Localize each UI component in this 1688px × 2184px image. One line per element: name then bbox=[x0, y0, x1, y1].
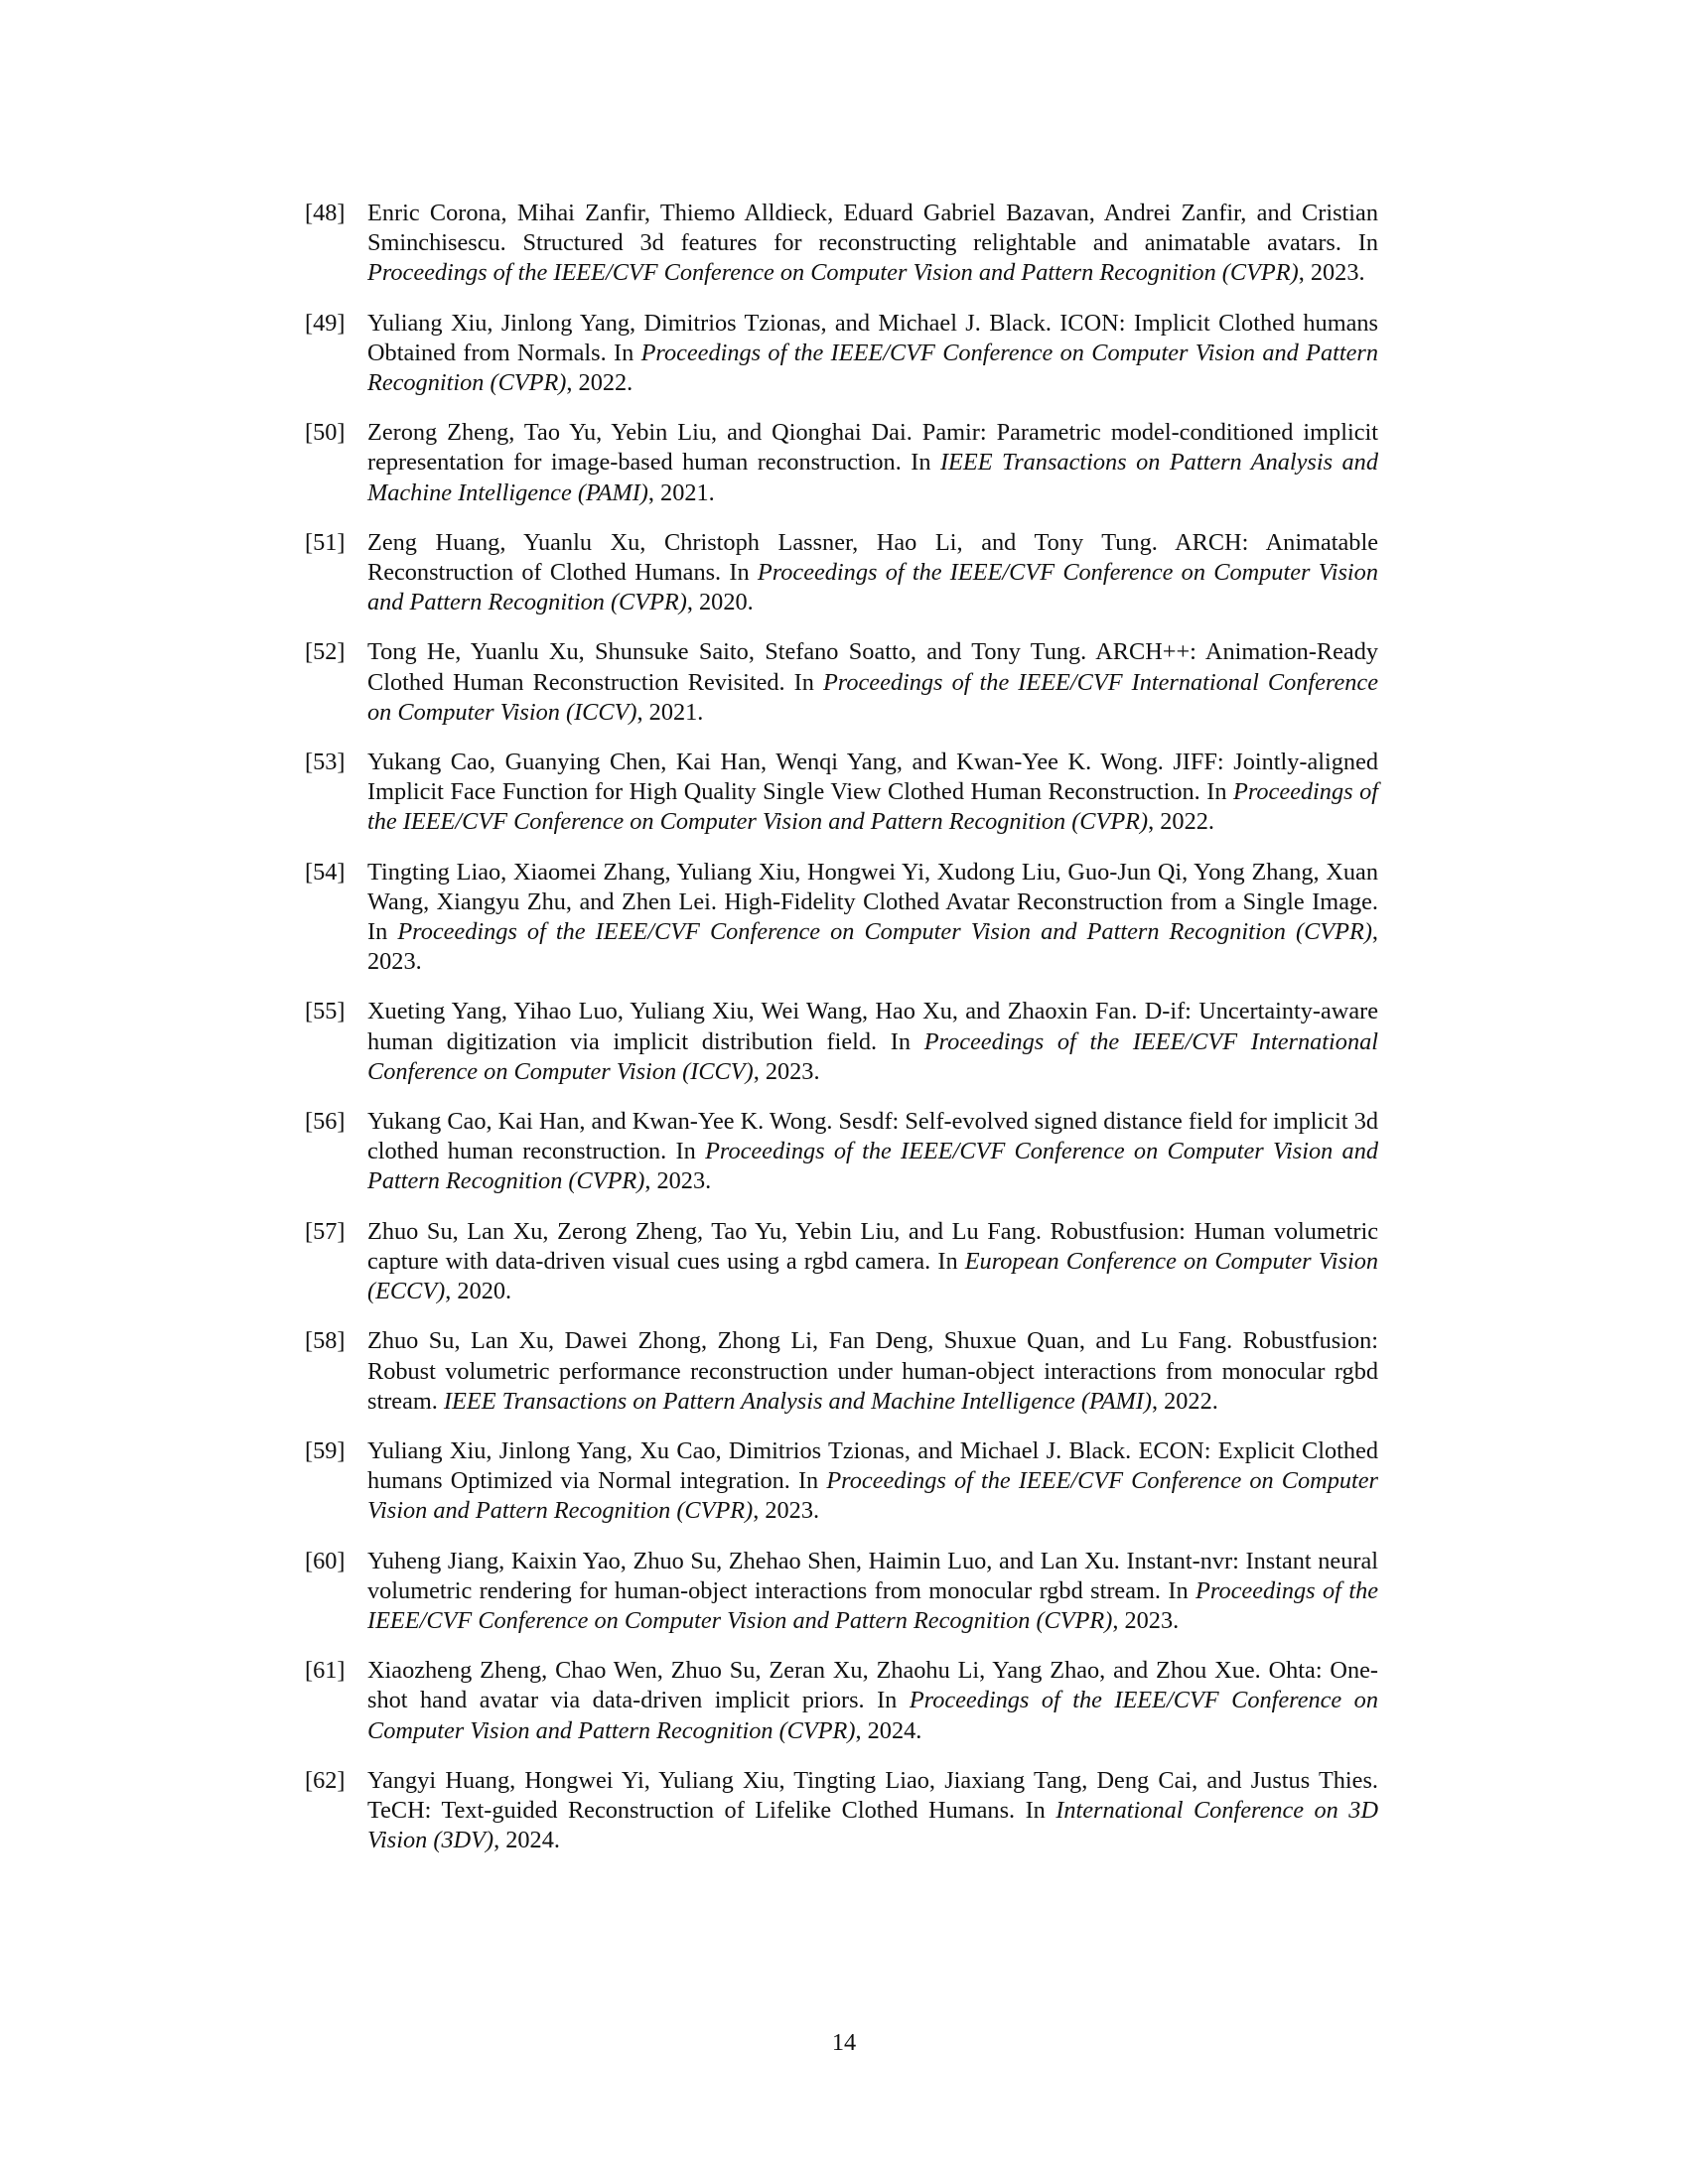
reference-venue: Proceedings of the IEEE/CVF Conference on Computer Vision and Pattern Recognition (CVPR) bbox=[367, 259, 1299, 287]
reference-year: , 2024. bbox=[855, 1716, 922, 1744]
reference-number: [56] bbox=[305, 1108, 346, 1136]
reference-year: , 2023. bbox=[1112, 1606, 1180, 1634]
page-number: 14 bbox=[831, 2029, 857, 2056]
reference-number: [57] bbox=[305, 1217, 346, 1245]
reference-text: Tingting Liao, Xiaomei Zhang, Yuliang Xiu, Hongwei Yi, Xudong Liu, Guo-Jun Qi, Yong Zhang, Xuan Wang, Xiangyu Zhu, and Zhen Lei. High-Fidelity Clothed Avatar Reconstruction from a Single Image. In bbox=[367, 858, 1378, 946]
reference-venue: Proceedings of the IEEE/CVF Conference on Computer Vision and Pattern Recognition (CVPR) bbox=[367, 1576, 1378, 1634]
reference-number: [62] bbox=[305, 1766, 346, 1794]
reference-number: [61] bbox=[305, 1657, 346, 1685]
reference-entry bbox=[305, 199, 1378, 289]
reference-year: , 2020. bbox=[445, 1278, 512, 1305]
reference-venue: International Conference on 3D Vision (3DV) bbox=[367, 1796, 1378, 1854]
reference-venue: European Conference on Computer Vision (ECCV) bbox=[367, 1247, 1378, 1305]
reference-text: Yukang Cao, Kai Han, and Kwan-Yee K. Wong. Sesdf: Self-evolved signed distance field for implicit 3d clothed human reconstruction. In bbox=[367, 1108, 1378, 1165]
reference-year: , 2023. bbox=[644, 1167, 712, 1195]
reference-entry bbox=[305, 1326, 1378, 1417]
reference-number: [55] bbox=[305, 998, 346, 1025]
reference-text: Tong He, Yuanlu Xu, Shunsuke Saito, Stefano Soatto, and Tony Tung. ARCH++: Animation-Ready Clothed Human Reconstruction Revisited. In bbox=[367, 638, 1378, 696]
reference-year: , 2023. bbox=[1298, 259, 1365, 287]
reference-text: Yukang Cao, Guanying Chen, Kai Han, Wenqi Yang, and Kwan-Yee K. Wong. JIFF: Jointly-aligned Implicit Face Function for High Quality Single View Clothed Human Reconstruction. In bbox=[367, 749, 1378, 806]
reference-entry bbox=[305, 1436, 1378, 1527]
reference-year: , 2021. bbox=[647, 478, 715, 506]
reference-year: , 2023. bbox=[753, 1057, 820, 1085]
reference-text: Yuliang Xiu, Jinlong Yang, Dimitrios Tzionas, and Michael J. Black. ICON: Implicit Clothed humans Obtained from Normals. In bbox=[367, 309, 1378, 366]
reference-venue: Proceedings of the IEEE/CVF Conference on Computer Vision and Pattern Recognition (CVPR) bbox=[367, 1467, 1378, 1525]
reference-venue: Proceedings of the IEEE/CVF Conference on Computer Vision and Pattern Recognition (CVPR) bbox=[367, 778, 1378, 836]
reference-number: [52] bbox=[305, 638, 346, 666]
reference-text: Zhuo Su, Lan Xu, Dawei Zhong, Zhong Li, Fan Deng, Shuxue Quan, and Lu Fang. Robustfusion: Robust volumetric performance reconstruction under human-object interactions from monocular rgbd stream. bbox=[367, 1327, 1378, 1415]
reference-venue: Proceedings of the IEEE/CVF Conference on Computer Vision and Pattern Recognition (CVPR) bbox=[367, 559, 1378, 616]
reference-number: [49] bbox=[305, 309, 346, 337]
reference-entry bbox=[305, 1656, 1378, 1746]
reference-venue: IEEE Transactions on Pattern Analysis and Machine Intelligence (PAMI) bbox=[367, 449, 1378, 506]
reference-entry bbox=[305, 637, 1378, 728]
reference-text: Zerong Zheng, Tao Yu, Yebin Liu, and Qionghai Dai. Pamir: Parametric model-conditioned implicit representation for image-based human reconstruction. In bbox=[367, 419, 1378, 477]
reference-entry bbox=[305, 1107, 1378, 1197]
reference-entry bbox=[305, 858, 1378, 978]
reference-text: Xiaozheng Zheng, Chao Wen, Zhuo Su, Zeran Xu, Zhaohu Li, Yang Zhao, and Zhou Xue. Ohta: One-shot hand avatar via data-driven implicit priors. In bbox=[367, 1657, 1378, 1714]
reference-text: Xueting Yang, Yihao Luo, Yuliang Xiu, Wei Wang, Hao Xu, and Zhaoxin Fan. D-if: Uncertainty-aware human digitization via implicit distribution field. In bbox=[367, 998, 1378, 1055]
reference-year: , 2022. bbox=[566, 369, 633, 397]
reference-text: Zeng Huang, Yuanlu Xu, Christoph Lassner, Hao Li, and Tony Tung. ARCH: Animatable Reconstruction of Clothed Humans. In bbox=[367, 528, 1378, 587]
reference-number: [59] bbox=[305, 1436, 346, 1464]
reference-year: , 2022. bbox=[1151, 1387, 1218, 1415]
reference-entry bbox=[305, 528, 1378, 618]
reference-text: Yuliang Xiu, Jinlong Yang, Xu Cao, Dimitrios Tzionas, and Michael J. Black. ECON: Explicit Clothed humans Optimized via Normal integration. In bbox=[367, 1436, 1378, 1495]
reference-entry bbox=[305, 1547, 1378, 1637]
reference-number: [50] bbox=[305, 419, 346, 447]
reference-venue: Proceedings of the IEEE/CVF Conference on Computer Vision and Pattern Recognition (CVPR) bbox=[367, 339, 1379, 397]
reference-entry bbox=[305, 748, 1378, 838]
reference-number: [60] bbox=[305, 1547, 346, 1574]
reference-venue: Proceedings of the IEEE/CVF International Conference on Computer Vision (ICCV) bbox=[367, 1027, 1379, 1085]
reference-text: Yangyi Huang, Hongwei Yi, Yuliang Xiu, Tingting Liao, Jiaxiang Tang, Deng Cai, and Justus Thies. TeCH: Text-guided Reconstruction of Lifelike Clothed Humans. In bbox=[367, 1766, 1378, 1824]
reference-entry bbox=[305, 309, 1378, 399]
reference-year: , 2021. bbox=[636, 698, 704, 726]
reference-year: , 2023. bbox=[753, 1497, 820, 1525]
reference-venue: Proceedings of the IEEE/CVF International Conference on Computer Vision (ICCV) bbox=[367, 668, 1378, 726]
reference-year: , 2023. bbox=[367, 918, 1378, 976]
reference-entry bbox=[305, 997, 1378, 1087]
reference-number: [54] bbox=[305, 858, 346, 886]
reference-year: , 2024. bbox=[493, 1827, 560, 1854]
reference-entry bbox=[305, 418, 1378, 508]
reference-number: [53] bbox=[305, 749, 346, 776]
reference-list bbox=[305, 199, 1378, 1875]
reference-number: [48] bbox=[305, 200, 346, 226]
reference-text: Enric Corona, Mihai Zanfir, Thiemo Alldieck, Eduard Gabriel Bazavan, Andrei Zanfir, and Cristian Sminchisescu. Structured 3d features for reconstructing relightable and animatable avatars. In bbox=[367, 200, 1378, 257]
reference-entry bbox=[305, 1217, 1378, 1307]
reference-venue: Proceedings of the IEEE/CVF Conference on Computer Vision and Pattern Recognition (CVPR) bbox=[397, 918, 1372, 946]
reference-number: [58] bbox=[305, 1327, 346, 1355]
reference-venue: Proceedings of the IEEE/CVF Conference on Computer Vision and Pattern Recognition (CVPR) bbox=[367, 1138, 1378, 1195]
reference-venue: IEEE Transactions on Pattern Analysis and Machine Intelligence (PAMI) bbox=[443, 1387, 1152, 1415]
reference-number: [51] bbox=[305, 528, 346, 556]
reference-text: Zhuo Su, Lan Xu, Zerong Zheng, Tao Yu, Yebin Liu, and Lu Fang. Robustfusion: Human volumetric capture with data-driven visual cues using a rgbd camera. In bbox=[367, 1217, 1378, 1275]
reference-text: Yuheng Jiang, Kaixin Yao, Zhuo Su, Zhehao Shen, Haimin Luo, and Lan Xu. Instant-nvr: Instant neural volumetric rendering for human-object interactions from monocular rgbd stream. In bbox=[367, 1547, 1378, 1604]
reference-venue: Proceedings of the IEEE/CVF Conference on Computer Vision and Pattern Recognition (CVPR) bbox=[367, 1687, 1378, 1744]
reference-year: , 2022. bbox=[1148, 808, 1214, 836]
reference-entry bbox=[305, 1766, 1378, 1856]
reference-year: , 2020. bbox=[686, 589, 754, 616]
